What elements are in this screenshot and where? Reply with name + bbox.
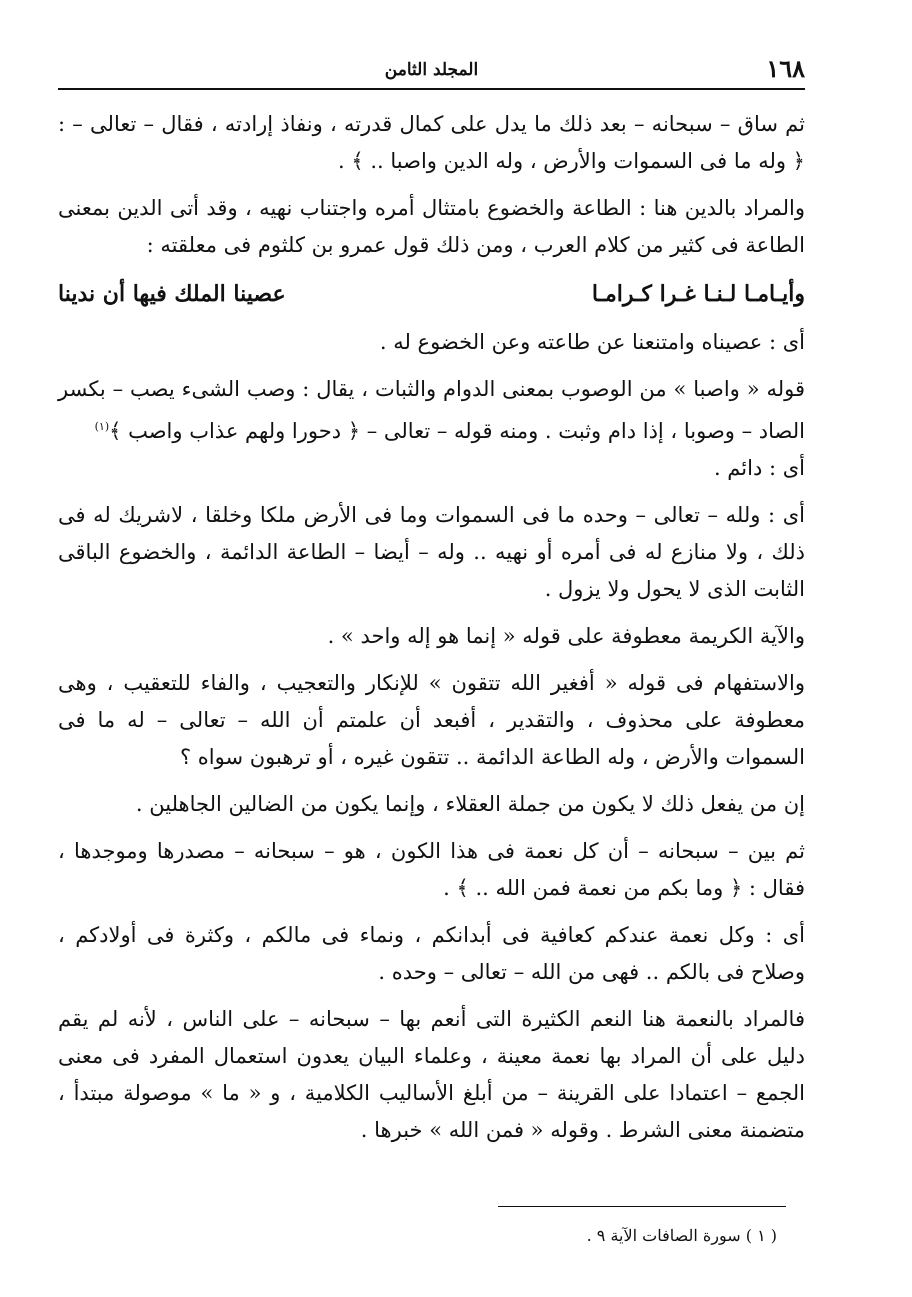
paragraph-text: أى : دائم .	[713, 456, 805, 480]
paragraph: أى : ولله – تعالى – وحده ما فى السموات وما فى الأرض ملكا وخلقا ، لاشريك له فى ذلك ، ولا منازع له فى أمره أو نهيه .. وله – أيضا – الطاعة الدائمة ، والخضوع الباقى الثابت الذى لا يحول ولا يزول .	[58, 503, 805, 601]
paragraph: والاستفهام فى قوله « أفغير الله تتقون » للإنكار والتعجيب ، والفاء للتعقيب ، وهى معطوفة على محذوف ، والتقدير ، أفبعد أن علمتم أن الله – تعالى – له ما فى السموات والأرض ، وله الطاعة الدائمة .. تتقون غيره ، أو ترهبون سواه ؟	[58, 671, 805, 769]
verse-second-hemistich: عصينا الملك فيها أن ندينا	[58, 281, 286, 307]
footnote-marker: (١)	[94, 420, 110, 433]
footnote-divider	[498, 1206, 786, 1207]
paragraph-with-footnote	[58, 371, 805, 487]
verse-first-hemistich: وأيـامـا لـنـا غـرا كـرامـا	[591, 281, 805, 307]
page-number: ١٦٨	[766, 54, 805, 83]
paragraph: والآية الكريمة معطوفة على قوله « إنما هو إله واحد » .	[327, 624, 805, 648]
paragraph: ثم بين – سبحانه – أن كل نعمة فى هذا الكون ، هو – سبحانه – مصدرها وموجدها ، فقال : ﴿ وما بكم من نعمة فمن الله .. ﴾ .	[58, 839, 805, 900]
poetry-verse	[58, 274, 805, 314]
paragraph: أى : عصيناه وامتنعنا عن طاعته وعن الخضوع له .	[379, 330, 805, 354]
page-body	[58, 106, 805, 1159]
paragraph: ثم ساق – سبحانه – بعد ذلك ما يدل على كمال قدرته ، ونفاذ إرادته ، فقال – تعالى – : ﴿ وله ما فى السموات والأرض ، وله الدين واصبا .. ﴾ .	[58, 112, 805, 173]
paragraph: أى : وكل نعمة عندكم كعافية فى أبدانكم ، ونماء فى مالكم ، وكثرة فى أولادكم ، وصلاح فى بالكم .. فهى من الله – تعالى – وحده .	[58, 923, 805, 984]
volume-title: المجلد الثامن	[384, 60, 479, 80]
footnote: ( ١ ) سورة الصافات الآية ٩ .	[586, 1226, 777, 1245]
book-page	[58, 48, 805, 1248]
paragraph-text: قوله « واصبا » من الوصوب بمعنى الدوام والثبات ، يقال : وصب الشىء يصب – بكسر الصاد – وصوبا ، إذا دام وثبت . ومنه قوله – تعالى – ﴿ دحورا ولهم عذاب واصب ﴾	[58, 377, 805, 443]
paragraph: فالمراد بالنعمة هنا النعم الكثيرة التى أنعم بها – سبحانه – على الناس ، لأنه لم يقم دليل على أن المراد بها نعمة معينة ، وعلماء البيان يعدون استعمال المفرد فى معنى الجمع – اعتمادا على القرينة – من أبلغ الأساليب الكلامية ، و « ما » موصولة مبتدأ ، متضمنة معنى الشرط . وقوله « فمن الله » خبرها .	[58, 1007, 805, 1142]
paragraph: إن من يفعل ذلك لا يكون من جملة العقلاء ، وإنما يكون من الضالين الجاهلين .	[135, 792, 805, 816]
paragraph: والمراد بالدين هنا : الطاعة والخضوع بامتثال أمره واجتناب نهيه ، وقد أتى الدين بمعنى الطاعة فى كثير من كلام العرب ، ومن ذلك قول عمرو بن كلثوم فى معلقته :	[58, 196, 805, 257]
page-header	[58, 48, 805, 90]
